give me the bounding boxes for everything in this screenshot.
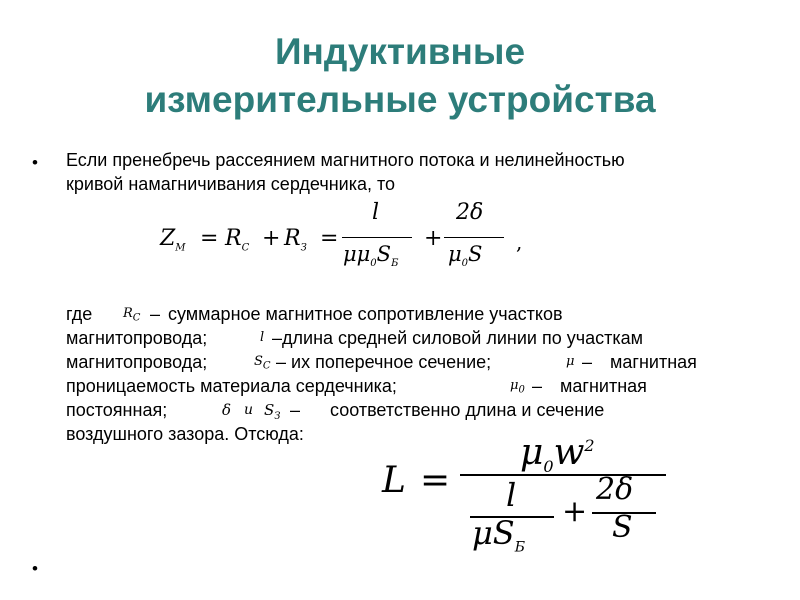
- def-line2-text: магнитопровода;: [66, 328, 208, 348]
- f1-frac1-den-sub0: 0: [370, 258, 377, 270]
- intro-line-2: кривой намагничивания сердечника, то: [66, 174, 396, 194]
- def-delta-symbol: δ: [222, 401, 232, 419]
- def-rc-text: суммарное магнитное сопротивление участков: [168, 304, 563, 324]
- def-line6-text: воздушного зазора. Отсюда:: [66, 424, 304, 444]
- def-rc-dash: –: [150, 304, 161, 324]
- f2-plus: +: [562, 494, 588, 529]
- def-s3-sub: З: [274, 411, 281, 422]
- f1-eq2: =: [320, 226, 339, 251]
- f2-num-sup: 2: [584, 436, 595, 455]
- f1-lhs: $Z_M$: [160, 226, 186, 254]
- f1-plus1: +: [262, 226, 281, 251]
- def-line-3: [66, 350, 697, 374]
- f2-numerator: $\mu_0w^2$: [520, 432, 595, 477]
- def-line-4: [66, 374, 647, 398]
- f1-frac2-den: $\mu_0S$: [448, 242, 483, 270]
- f1-frac1-bar: [342, 237, 412, 238]
- def-mu0-dash: –: [532, 376, 543, 396]
- f2-inner1-den: $\mu S_Б$: [472, 514, 526, 556]
- def-mu0-sub: 0: [518, 384, 525, 396]
- def-rc-symbol: $R_C$: [123, 306, 141, 324]
- def-s3-dash: –: [290, 400, 301, 420]
- f2-inner1-den-sub: Б: [514, 539, 526, 556]
- f1-r1: $R_C$: [225, 226, 250, 254]
- f1-frac1-den-sub: Б: [391, 258, 399, 270]
- f1-eq1: =: [200, 226, 219, 251]
- f2-inner1-num: l: [506, 476, 517, 514]
- def-sc-sub: C: [262, 360, 271, 372]
- def-sc-text: – их поперечное сечение;: [276, 352, 492, 372]
- f1-frac2-den-sub0: 0: [461, 258, 469, 270]
- f2-main-bar: [460, 474, 666, 476]
- def-s3-symbol: $S_З$: [264, 401, 281, 422]
- def-mu0-text: магнитная: [560, 376, 647, 396]
- def-rc-sub: C: [132, 312, 141, 324]
- bullet-2: •: [32, 559, 38, 578]
- intro-line-1: Если пренебречь рассеянием магнитного потока и нелинейностью: [66, 150, 625, 170]
- def-s3-text: соответственно длина и сечение: [330, 400, 605, 420]
- f2-num-sub0: 0: [543, 457, 554, 477]
- f1-plus2: +: [424, 226, 443, 251]
- def-where: где: [66, 304, 93, 324]
- f1-frac2-num: 2δ: [456, 200, 484, 225]
- f1-frac1-den: $\mu\mu_0S_Б$: [343, 242, 399, 270]
- title-line-2: измерительные устройства: [144, 79, 656, 120]
- slide-title: [0, 28, 800, 124]
- def-line-6: [66, 422, 304, 446]
- f2-eq: =: [420, 460, 451, 501]
- def-mu-dash: –: [582, 352, 593, 372]
- def-line-2: [66, 326, 644, 350]
- f1-r2: $R_З$: [284, 226, 307, 254]
- def-line3-text: магнитопровода;: [66, 352, 208, 372]
- def-l-text: –длина средней силовой линии по участкам: [272, 328, 644, 348]
- def-line-1: [66, 302, 563, 326]
- f1-lhs-sub: M: [175, 242, 186, 254]
- def-line-5: [66, 398, 605, 422]
- f1-r2-sub: З: [300, 242, 307, 254]
- def-mu-text: магнитная: [610, 352, 697, 372]
- def-mu0-symbol: $\mu_0$: [510, 378, 525, 396]
- f2-inner2-den: S: [612, 510, 633, 545]
- f1-comma: ,: [516, 230, 523, 254]
- title-line-1: Индуктивные: [274, 31, 526, 72]
- f1-frac1-num: l: [372, 200, 380, 225]
- def-and-word: и: [244, 402, 254, 418]
- f1-frac2-bar: [444, 237, 504, 238]
- def-line5-text: постоянная;: [66, 400, 168, 420]
- f2-lhs: L: [382, 460, 406, 501]
- bullet-1: •: [32, 153, 38, 172]
- def-line4-text: проницаемость материала сердечника;: [66, 376, 397, 396]
- def-mu-symbol: μ: [566, 354, 575, 369]
- f2-inner2-num: 2δ: [596, 472, 634, 507]
- def-l-symbol: l: [260, 330, 265, 345]
- f1-r1-sub: C: [241, 242, 250, 254]
- def-sc-symbol: $S_C$: [254, 354, 271, 372]
